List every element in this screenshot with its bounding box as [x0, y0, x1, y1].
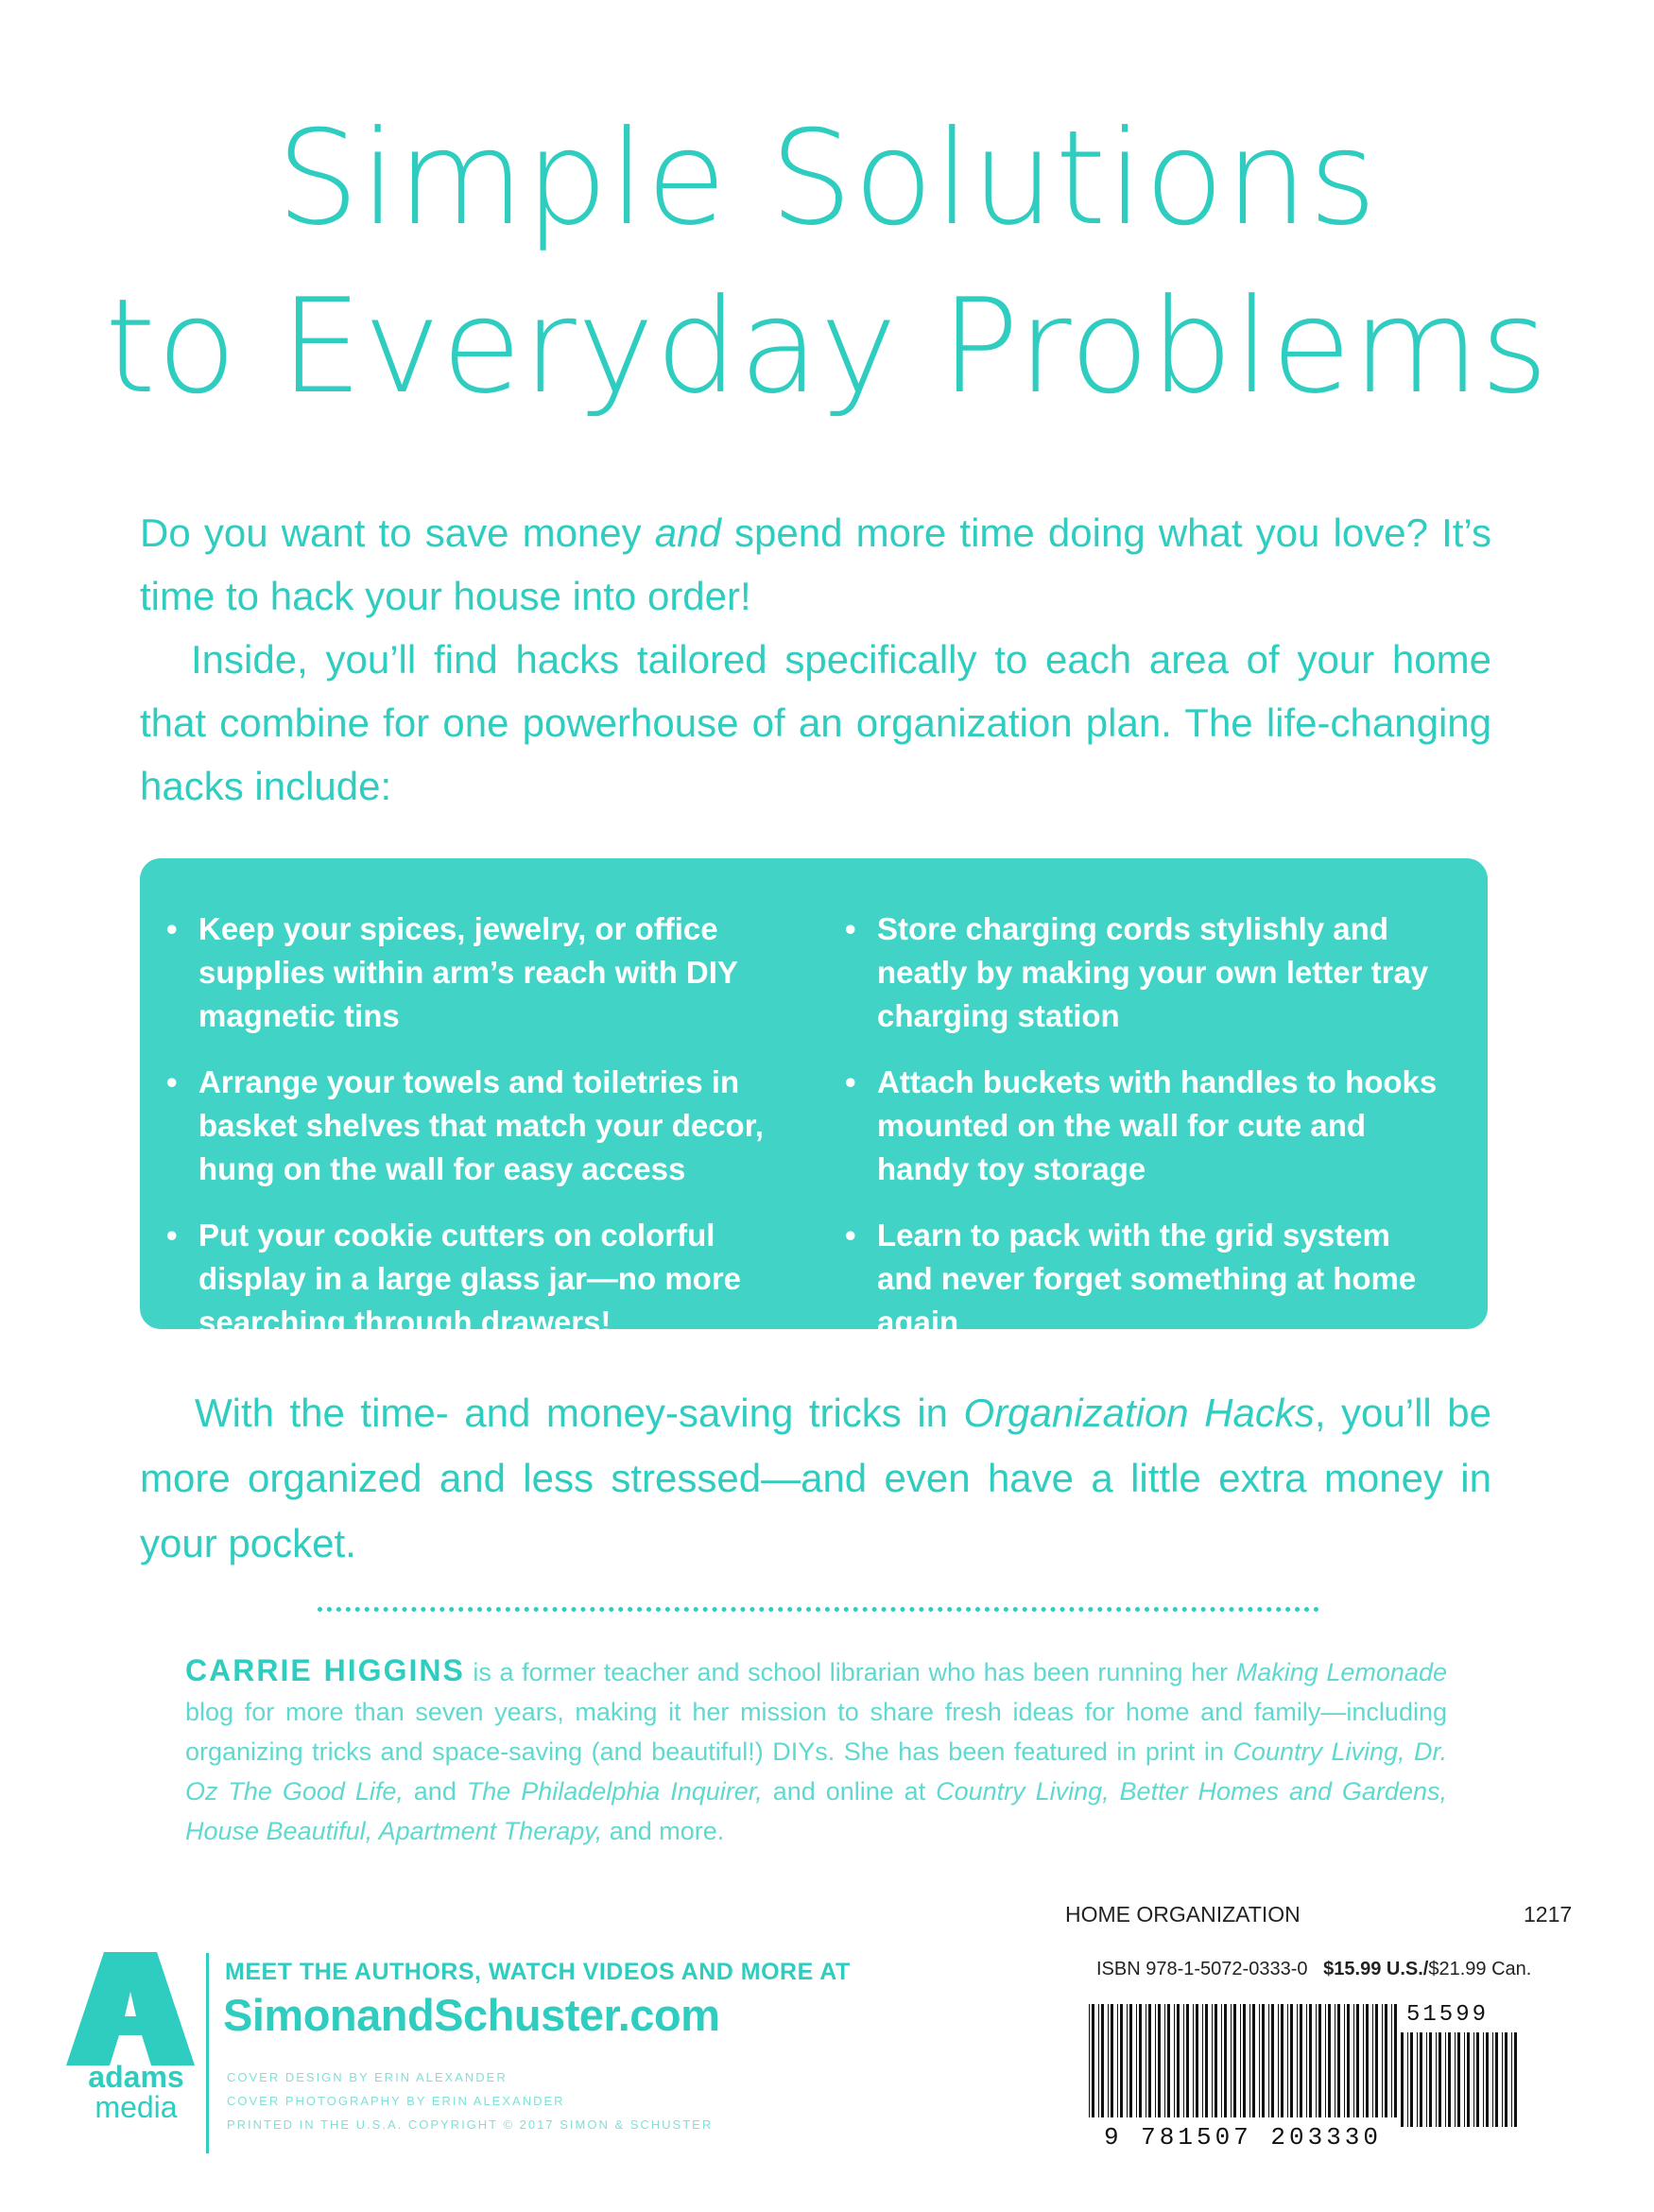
barcode-bar [1391, 2004, 1392, 2117]
barcode-bar [1262, 2004, 1265, 2117]
intro-text: Do you want to save money [140, 510, 655, 555]
hack-item [845, 907, 1450, 1038]
barcode-digits: 9 781507 203330 [1103, 2123, 1383, 2152]
barcode-bar [1495, 2032, 1498, 2127]
barcode-bar [1249, 2004, 1250, 2117]
website-link[interactable]: SimonandSchuster.com [223, 1990, 720, 2040]
hack-text: Learn to pack with the grid system and never forget something at home again [877, 1218, 1417, 1339]
bio-text: blog for more than seven years, making it her mission to share fresh ideas for home and family—including organizing tricks and space-saving (and beautiful!) DIYs. She has been featured in print in [185, 1698, 1447, 1766]
barcode-bar [1505, 2032, 1508, 2127]
intro-paragraph-2: Inside, you’ll find hacks tailored specifically to each area of your home that combine for one powerhouse of an organization plan. The life-changing hacks include: [140, 637, 1491, 808]
barcode-bar [1492, 2032, 1493, 2127]
barcode-bar [1347, 2004, 1350, 2117]
headline [0, 95, 1654, 431]
barcode-bar [1240, 2004, 1241, 2117]
barcode-bar [1300, 2004, 1302, 2117]
hack-text: Store charging cords stylishly and neatly by making your own letter tray charging station [877, 911, 1429, 1033]
hack-item [845, 1214, 1450, 1344]
barcode-bar [1252, 2004, 1255, 2117]
barcode-bar [1271, 2004, 1274, 2117]
barcode-bar [1259, 2004, 1260, 2117]
barcode-bar [1385, 2004, 1387, 2117]
bio-text: and [403, 1777, 467, 1806]
intro-text: spend more time doing what you love? It’s time to hack your house into order! [140, 510, 1491, 618]
barcode-bar [1155, 2004, 1156, 2117]
barcode-bar [1297, 2004, 1298, 2117]
barcode-bar [1420, 2032, 1422, 2127]
publisher-name-line-1: adams [88, 2060, 184, 2094]
hack-item [845, 1061, 1450, 1191]
barcode-bar [1281, 2004, 1284, 2117]
hack-item [166, 907, 828, 1038]
barcode-bar [1183, 2004, 1184, 2117]
barcode-bar [1196, 2004, 1198, 2117]
barcode-bar [1290, 2004, 1293, 2117]
addon-barcode-icon [1399, 2032, 1522, 2127]
hack-text: Put your cookie cutters on colorful display in a large glass jar—no more searching through drawers! [198, 1218, 742, 1339]
barcode-bar [1120, 2004, 1123, 2117]
barcode-bar [1476, 2032, 1479, 2127]
bio-emphasis: The Philadelphia Inquirer, [466, 1777, 763, 1806]
hacks-right-column [845, 907, 1450, 1339]
headline-line-1: Simple Solutions [276, 102, 1378, 254]
cover-design-credit: COVER DESIGN BY ERIN ALEXANDER [227, 2070, 508, 2084]
barcode-bar [1457, 2032, 1460, 2127]
hacks-panel [140, 858, 1488, 1339]
barcode-bar [1318, 2004, 1321, 2117]
barcode-bar [1426, 2032, 1427, 2127]
barcode-bar [1401, 2032, 1404, 2127]
hack-text: Arrange your towels and toiletries in basket shelves that match your decor, hung on the wall for easy access [198, 1064, 764, 1186]
closing-text: , you’ll be more organized and less stressed—and even have a little extra money in your pocket. [140, 1391, 1491, 1565]
barcode-bar [1306, 2004, 1307, 2117]
barcode-bar [1127, 2004, 1128, 2117]
hacks-left-column [166, 907, 828, 1339]
barcode-bar [1186, 2004, 1189, 2117]
barcode-bar [1101, 2004, 1104, 2117]
barcode-bar [1278, 2004, 1279, 2117]
barcode-bar [1467, 2032, 1470, 2127]
category-code: 1217 [1524, 1902, 1573, 1927]
hack-text: Keep your spices, jewelry, or office supplies within arm’s reach with DIY magnetic tins [198, 911, 738, 1033]
bio-emphasis: Country Living, Dr. Oz The Good Life, [185, 1737, 1447, 1806]
barcode-bar [1394, 2004, 1397, 2117]
price-can: $21.99 Can. [1428, 1959, 1532, 1979]
bullet-icon: • [166, 1064, 178, 1099]
bullet-icon: • [845, 1218, 856, 1253]
publisher-name-line-2: media [95, 2090, 178, 2124]
barcode-bar [1212, 2004, 1213, 2117]
headline-line-2: to Everyday Problems [104, 270, 1550, 423]
barcode-bar [1344, 2004, 1345, 2117]
barcode-bar [1167, 2004, 1170, 2117]
barcode-bar [1177, 2004, 1180, 2117]
barcode-bar [1158, 2004, 1161, 2117]
barcode-bar [1436, 2032, 1437, 2127]
addon-digits: 51599 [1406, 2002, 1490, 2028]
barcode-bar [1231, 2004, 1232, 2117]
bio-text: and online at [762, 1777, 937, 1806]
barcode-bar [1363, 2004, 1364, 2117]
barcode-bar [1502, 2032, 1503, 2127]
barcode-bar [1202, 2004, 1203, 2117]
publisher-divider [206, 1953, 209, 2153]
barcode-bar [1375, 2004, 1378, 2117]
barcode-bar [1268, 2004, 1269, 2117]
barcode-bar [1429, 2032, 1432, 2127]
closing-text: With the time- and money-saving tricks in [195, 1391, 964, 1435]
barcode-bar [1353, 2004, 1354, 2117]
barcode-bar [1233, 2004, 1236, 2117]
author-name: CARRIE HIGGINS [185, 1653, 465, 1687]
barcode-bar [1309, 2004, 1312, 2117]
barcode-bar [1445, 2032, 1446, 2127]
barcode-bar [1473, 2032, 1474, 2127]
barcode-bar [1486, 2032, 1489, 2127]
barcode-bar [1164, 2004, 1165, 2117]
barcode-bar [1111, 2004, 1113, 2117]
barcode-bar [1483, 2032, 1484, 2127]
bullet-icon: • [166, 1218, 178, 1253]
barcode-bar [1448, 2032, 1451, 2127]
barcode-bar [1117, 2004, 1118, 2117]
closing-paragraph [140, 1380, 1491, 1576]
price-us: $15.99 U.S./ [1323, 1959, 1429, 1979]
barcode-bar [1098, 2004, 1099, 2117]
barcode-bar [1089, 2004, 1090, 2117]
barcode-bar [1356, 2004, 1359, 2117]
copyright-credit: PRINTED IN THE U.S.A. COPYRIGHT © 2017 SIMON & SCHUSTER [227, 2117, 714, 2132]
barcode-bar [1337, 2004, 1340, 2117]
barcode-bar [1366, 2004, 1369, 2117]
barcode-bar [1174, 2004, 1175, 2117]
barcode-bar [1136, 2004, 1137, 2117]
meet-authors-text: MEET THE AUTHORS, WATCH VIDEOS AND MORE AT [225, 1959, 851, 1985]
barcode-bar [1287, 2004, 1288, 2117]
intro-paragraph-1 [140, 501, 1491, 628]
hack-text: Attach buckets with handles to hooks mounted on the wall for cute and handy toy storage [877, 1064, 1438, 1186]
hack-item [166, 1214, 828, 1344]
barcode-bar [1455, 2032, 1456, 2127]
barcode-bar [1382, 2004, 1383, 2117]
dotted-divider [318, 1607, 1319, 1612]
barcode-bar [1205, 2004, 1208, 2117]
bio-emphasis: Country Living, Better Homes and Gardens, House Beautiful, Apartment Therapy, [185, 1777, 1447, 1845]
barcode-bar [1139, 2004, 1142, 2117]
barcode-bar [1417, 2032, 1418, 2127]
bio-text: is a former teacher and school librarian who has been running her [464, 1658, 1236, 1686]
barcode-bar [1511, 2032, 1512, 2127]
barcode-bar [1221, 2004, 1222, 2117]
barcode-bar [1243, 2004, 1246, 2117]
barcode-bar [1316, 2004, 1317, 2117]
author-bio [185, 1650, 1447, 1851]
barcode-bar [1372, 2004, 1373, 2117]
publisher-logo-icon [64, 1952, 197, 2065]
category-label: HOME ORGANIZATION [1065, 1902, 1301, 1927]
bio-text: and more. [602, 1817, 725, 1845]
hack-item [166, 1061, 828, 1191]
bullet-icon: • [845, 1064, 856, 1099]
barcode-bar [1215, 2004, 1217, 2117]
isbn: ISBN 978-1-5072-0333-0 [1096, 1959, 1308, 1979]
barcode-bar [1129, 2004, 1132, 2117]
barcode-icon [1087, 2004, 1399, 2117]
barcode-bar [1108, 2004, 1109, 2117]
barcode-bar [1328, 2004, 1331, 2117]
barcode-bar [1092, 2004, 1094, 2117]
bio-emphasis: Making Lemonade [1235, 1658, 1447, 1686]
cover-photo-credit: COVER PHOTOGRAPHY BY ERIN ALEXANDER [227, 2094, 565, 2108]
bullet-icon: • [166, 911, 178, 946]
barcode-bar [1407, 2032, 1408, 2127]
barcode-bar [1514, 2032, 1517, 2127]
barcode-bar [1224, 2004, 1227, 2117]
intro-emphasis: and [654, 510, 721, 555]
barcode-bar [1148, 2004, 1151, 2117]
isbn-line [1096, 1959, 1531, 1980]
barcode-bar [1410, 2032, 1413, 2127]
barcode-bar [1325, 2004, 1326, 2117]
book-title: Organization Hacks [963, 1391, 1315, 1435]
barcode-bar [1439, 2032, 1441, 2127]
barcode-bar [1193, 2004, 1194, 2117]
barcode-bar [1464, 2032, 1465, 2127]
intro [140, 501, 1491, 818]
bullet-icon: • [845, 911, 856, 946]
